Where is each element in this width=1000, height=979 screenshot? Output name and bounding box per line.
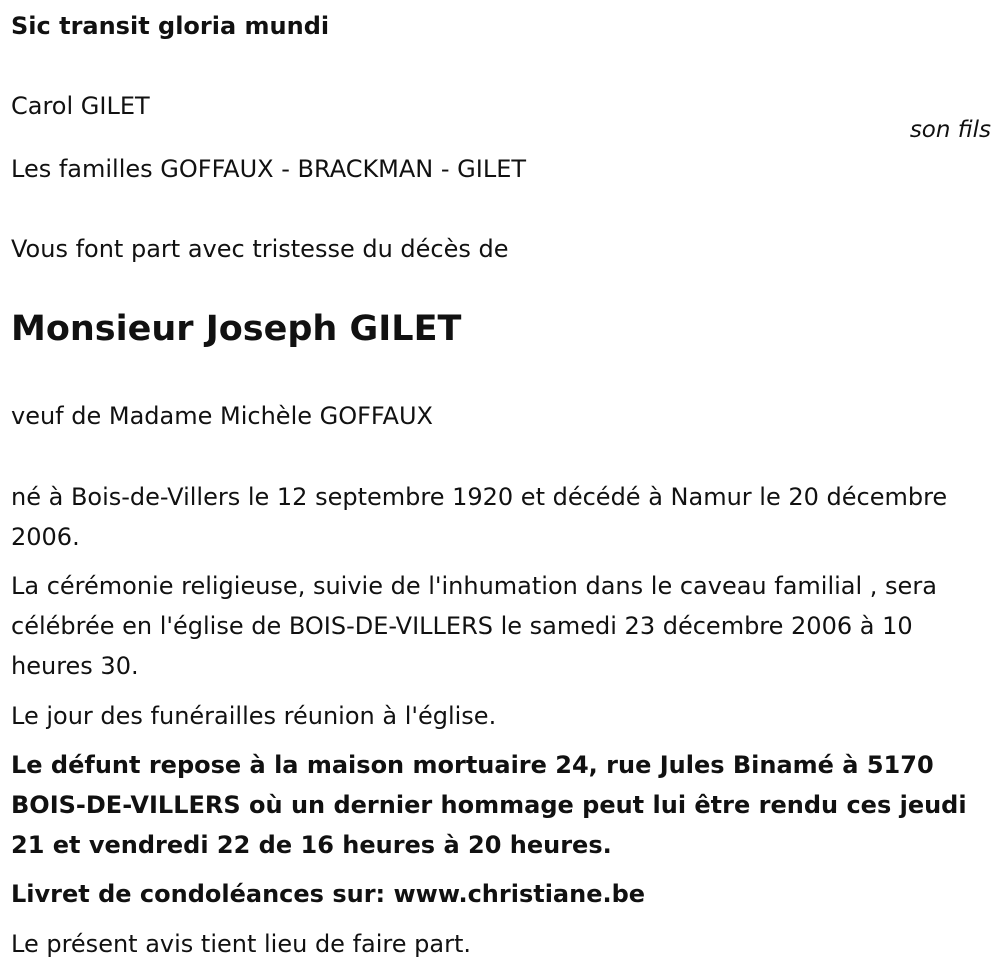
condolences-paragraph: Livret de condoléances sur: www.christiane.be — [11, 880, 646, 908]
deceased-name: Monsieur Joseph GILET — [11, 309, 462, 349]
ceremony-paragraph: La cérémonie religieuse, suivie de l'inhumation dans le caveau familial , sera célébrée en l'église de BOIS-DE-VILLERS le samedi 23 décembre 2006 à 10 heures 30. — [11, 572, 937, 680]
families-line: Les familles GOFFAUX - BRACKMAN - GILET — [11, 155, 527, 183]
meeting-paragraph: Le jour des funérailles réunion à l'église. — [11, 702, 497, 730]
son-name: Carol GILET — [11, 92, 150, 120]
visitation-paragraph: Le défunt repose à la maison mortuaire 24, rue Jules Binamé à 5170 BOIS-DE-VILLERS où un dernier hommage peut lui être rendu ces jeudi 21 et vendredi 22 de 16 heures à 20 heures. — [11, 751, 967, 859]
widower-line: veuf de Madame Michèle GOFFAUX — [11, 402, 433, 430]
motto: Sic transit gloria mundi — [11, 12, 330, 40]
son-relation: son fils — [909, 117, 991, 143]
notice-paragraph: Le présent avis tient lieu de faire part. — [11, 930, 471, 958]
birth-death-paragraph: né à Bois-de-Villers le 12 septembre 1920 et décédé à Namur le 20 décembre 2006. — [11, 483, 948, 551]
announcement-text: Vous font part avec tristesse du décès de — [11, 235, 509, 263]
